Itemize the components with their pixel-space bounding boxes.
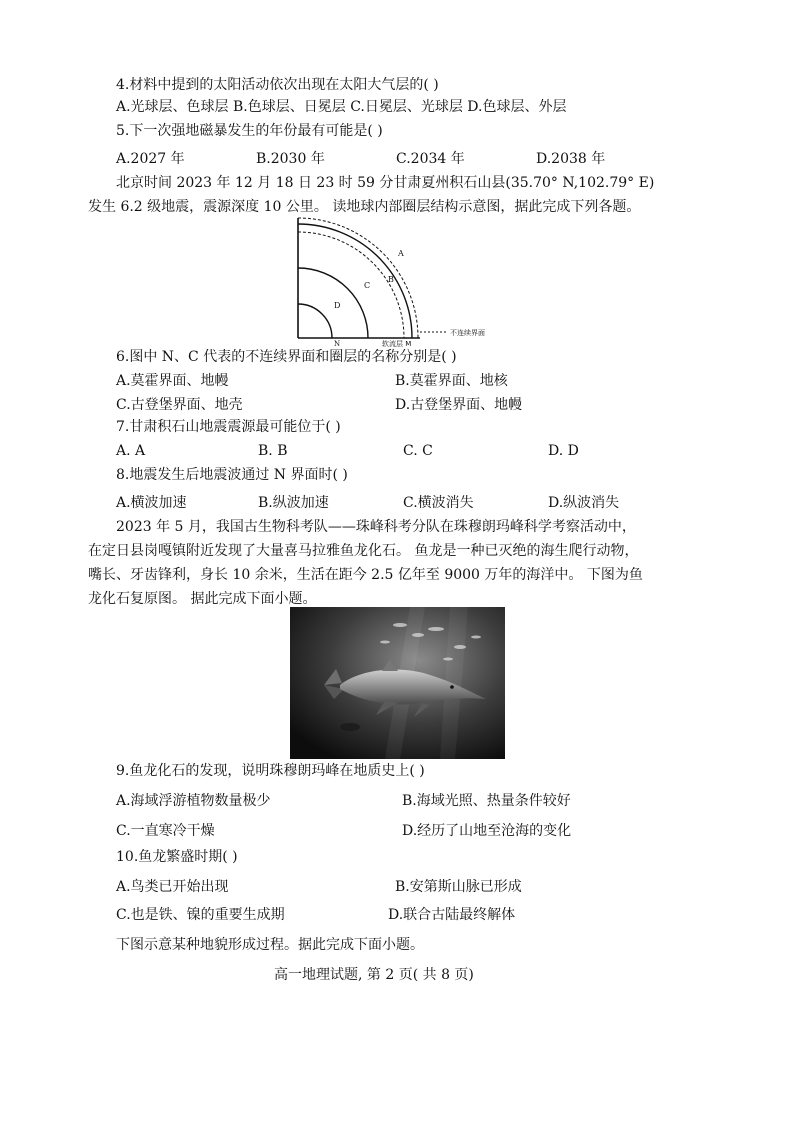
- question-6-option-d: D.古登堡界面、地幔: [395, 397, 523, 413]
- question-8-option-c: C.横波消失: [403, 495, 474, 511]
- passage-fossil-line-2: 在定日县岗嘎镇附近发现了大量喜马拉雅鱼龙化石。 鱼龙是一种已灭绝的海生爬行动物，: [88, 543, 639, 559]
- earth-interior-svg: [290, 214, 510, 348]
- question-10-option-b: B.安第斯山脉已形成: [395, 879, 522, 895]
- ichthyosaur-fossil-restoration-image: [290, 607, 505, 759]
- question-6-option-c: C.古登堡界面、地壳: [116, 397, 243, 413]
- label-m: 软流层 M: [382, 340, 412, 348]
- label-a: A: [398, 249, 404, 258]
- inner-core-boundary: [298, 304, 332, 338]
- question-9-stem: 9.鱼龙化石的发现，说明珠穆朗玛峰在地质史上( ): [116, 763, 425, 779]
- label-b: B: [388, 275, 394, 284]
- question-10-option-c: C.也是铁、镍的重要生成期: [116, 907, 285, 923]
- question-8-option-a: A.横波加速: [116, 495, 187, 511]
- question-5-stem: 5.下一次强地磁暴发生的年份最有可能是( ): [116, 123, 383, 139]
- next-section-intro: 下图示意某种地貌形成过程。据此完成下面小题。: [116, 937, 424, 953]
- question-7-option-c: C. C: [403, 443, 433, 459]
- passage-quake-line-1: 北京时间 2023 年 12 月 18 日 23 时 59 分甘肃夏州积石山县(35.70° N,102.79° E): [116, 175, 655, 191]
- earth-interior-diagram: [290, 214, 510, 348]
- question-10-option-d: D.联合古陆最终解体: [388, 907, 516, 923]
- question-10-stem: 10.鱼龙繁盛时期( ): [116, 849, 238, 865]
- question-7-option-d: D. D: [548, 443, 579, 459]
- question-5-option-c: C.2034 年: [396, 151, 465, 167]
- question-5-option-a: A.2027 年: [116, 151, 185, 167]
- label-c: C: [364, 281, 371, 290]
- question-5-option-d: D.2038 年: [536, 151, 606, 167]
- question-8-stem: 8.地震发生后地震波通过 N 界面时( ): [116, 467, 348, 483]
- moho-boundary: [298, 224, 412, 338]
- question-8-option-d: D.纵波消失: [548, 495, 620, 511]
- passage-quake-line-2: 发生 6.2 级地震，震源深度 10 公里。 读地球内部圈层结构示意图，据此完成下列各题。: [88, 199, 641, 215]
- question-7-option-b: B. B: [258, 443, 288, 459]
- question-7-stem: 7.甘肃积石山地震震源最可能位于( ): [116, 419, 341, 435]
- question-8-option-b: B.纵波加速: [258, 495, 329, 511]
- gutenberg-boundary: [298, 268, 371, 338]
- label-discontinuity: 不连续界面: [450, 329, 485, 337]
- question-5-option-b: B.2030 年: [256, 151, 325, 167]
- question-7-option-a: A. A: [116, 443, 146, 459]
- page-footer: 高一地理试题, 第 2 页( 共 8 页): [274, 967, 474, 983]
- question-6-option-a: A.莫霍界面、地幔: [116, 373, 229, 389]
- question-6-option-b: B.莫霍界面、地核: [395, 373, 508, 389]
- label-d: D: [334, 301, 341, 310]
- passage-fossil-line-3: 嘴长、牙齿锋利，身长 10 余米，生活在距今 2.5 亿年至 9000 万年的海洋中。 下图为鱼: [88, 567, 643, 583]
- ichthyosaur-image-svg: [290, 607, 505, 759]
- label-n: N: [334, 340, 341, 348]
- question-4-stem: 4.材料中提到的太阳活动依次出现在太阳大气层的( ): [116, 77, 439, 93]
- asthenosphere-boundary: [298, 232, 404, 338]
- question-9-option-b: B.海域光照、热量条件较好: [402, 793, 571, 809]
- passage-fossil-line-1: 2023 年 5 月，我国古生物科考队——珠峰科考分队在珠穆朗玛峰科学考察活动中，: [116, 519, 636, 535]
- question-9-option-a: A.海域浮游植物数量极少: [116, 793, 271, 809]
- crust-outer-boundary: [298, 218, 418, 338]
- question-9-option-d: D.经历了山地至沧海的变化: [402, 823, 572, 839]
- question-4-options: A.光球层、色球层 B.色球层、日冕层 C.日冕层、光球层 D.色球层、外层: [116, 99, 567, 115]
- question-9-option-c: C.一直寒冷干燥: [116, 823, 215, 839]
- passage-fossil-line-4: 龙化石复原图。 据此完成下面小题。: [88, 591, 317, 607]
- question-10-option-a: A.鸟类已开始出现: [116, 879, 229, 895]
- question-6-stem: 6.图中 N、C 代表的不连续界面和圈层的名称分别是( ): [116, 349, 457, 365]
